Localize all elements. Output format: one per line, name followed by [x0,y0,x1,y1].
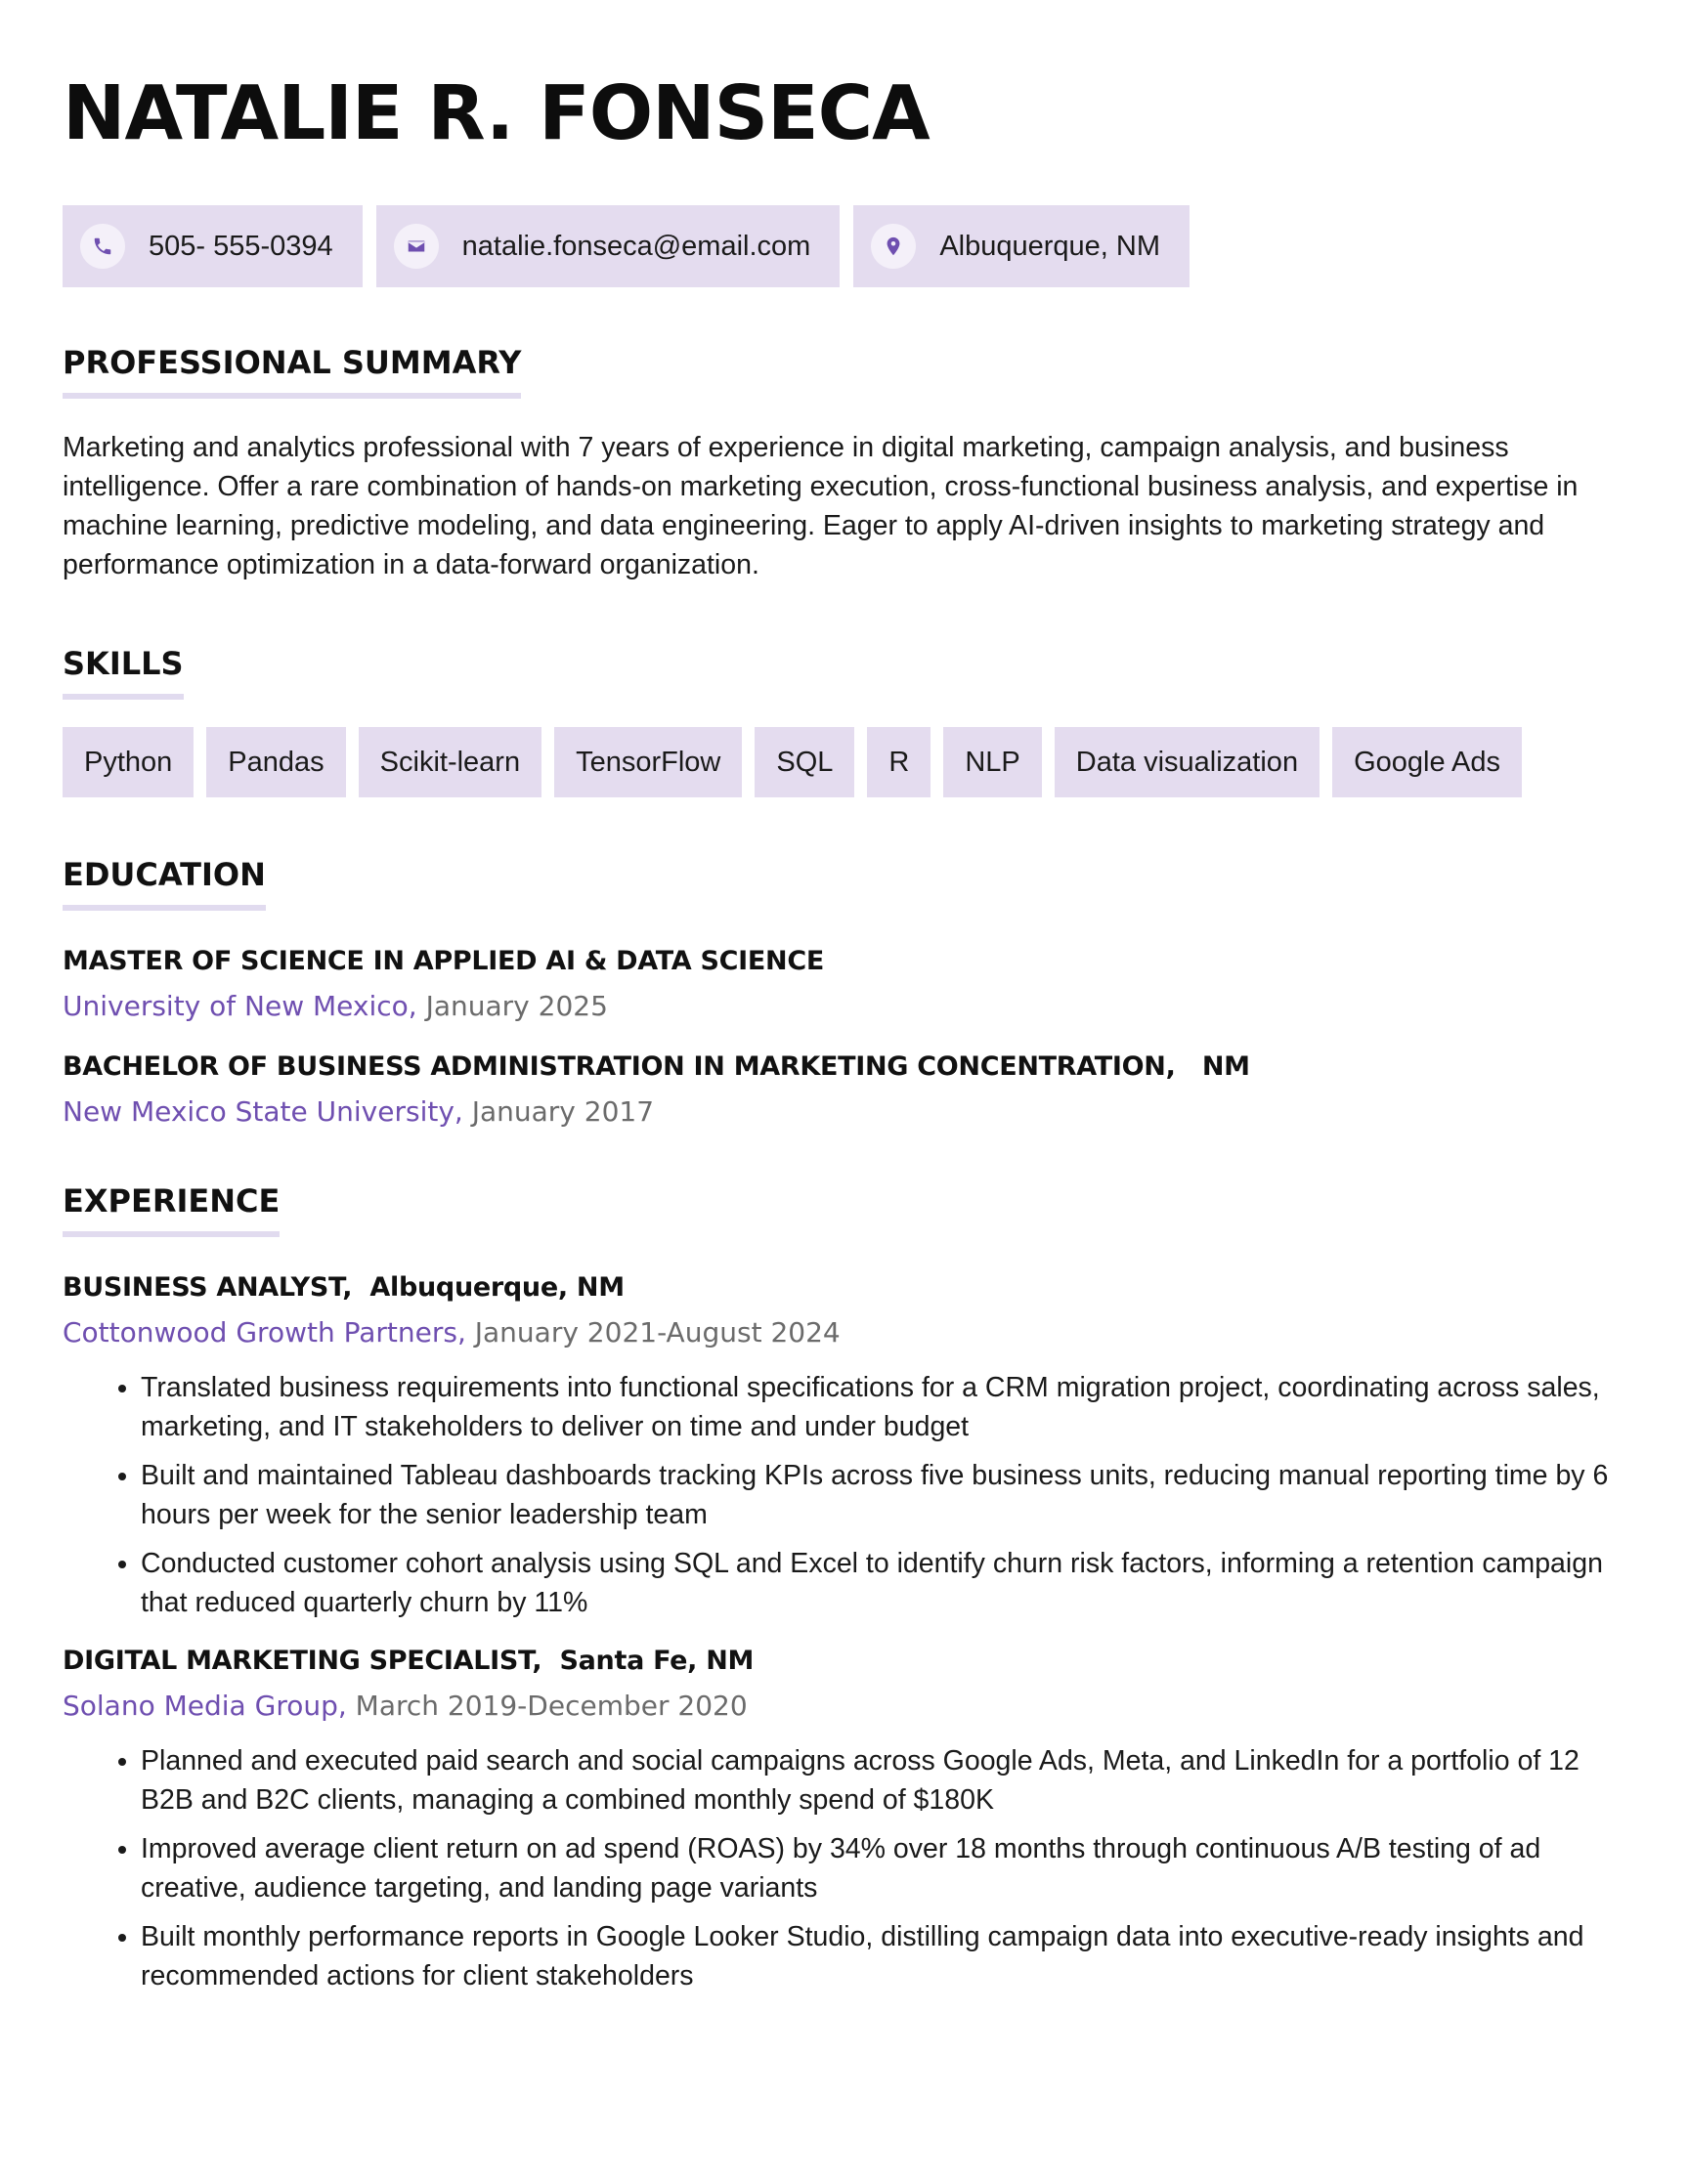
school-name: University of New Mexico, [63,990,417,1022]
education-heading-wrap [63,856,266,911]
summary-section [63,344,1625,584]
job-title: BUSINESS ANALYST, Albuquerque, NM [63,1272,625,1303]
skill-chip: NLP [943,727,1041,797]
skills-section [63,645,1625,797]
bullet-item: • Translated business requirements into functional specifications for a CRM migration project, coordinating across sales, marketing, and IT stakeholders to deliver on time and under budget [141,1368,1625,1446]
bullet-item: • Built and maintained Tableau dashboards tracking KPIs across five business units, reducing manual reporting time by 6 hours per week for the senior leadership team [141,1456,1625,1534]
skill-chip: Google Ads [1332,727,1522,797]
job-entry [63,1646,1625,1995]
school-line [63,990,1625,1022]
skill-chip: TensorFlow [554,727,742,797]
phone-icon [80,224,125,269]
education-entry [63,946,1625,1022]
bullet-item: • Improved average client return on ad spend (ROAS) by 34% over 18 months through continuous A/B testing of ad creative, audience targeting, and landing page variants [141,1829,1625,1907]
section-rule [63,1231,280,1237]
section-rule [63,905,266,911]
summary-title: PROFESSIONAL SUMMARY [63,344,522,381]
graduation-date: January 2017 [462,1095,655,1128]
skill-chip: R [867,727,931,797]
skills-title: SKILLS [63,645,184,682]
location-text: Albuquerque, NM [939,230,1161,262]
summary-heading-wrap [63,344,521,399]
job-entry [63,1272,1625,1622]
skill-chip: Scikit-learn [359,727,541,797]
skills-list [63,727,1625,797]
skill-chip: Data visualization [1055,727,1320,797]
job-dates: January 2021-August 2024 [465,1316,841,1349]
mail-icon [394,224,439,269]
education-entry [63,1051,1625,1128]
degree-title: MASTER OF SCIENCE IN APPLIED AI & DATA SCIENCE [63,946,825,976]
skills-heading-wrap [63,645,184,700]
company-line [63,1690,1625,1722]
school-name: New Mexico State University, [63,1095,463,1128]
job-bullets [63,1741,1625,1995]
experience-section [63,1182,1625,1995]
skill-chip: Pandas [206,727,345,797]
skill-chip: Python [63,727,194,797]
education-title: EDUCATION [63,856,266,893]
job-bullets [63,1368,1625,1622]
candidate-name: NATALIE R. FONSECA [63,70,930,157]
skill-chip: SQL [755,727,854,797]
company-name: Cottonwood Growth Partners, [63,1316,466,1349]
section-rule [63,694,184,700]
education-section [63,856,1625,1128]
job-dates: March 2019-December 2020 [346,1690,748,1722]
contact-location [853,205,1190,287]
bullet-item: • Conducted customer cohort analysis using SQL and Excel to identify churn risk factors, informing a retention campaign that reduced quarterly churn by 11% [141,1544,1625,1622]
contact-phone [63,205,363,287]
bullet-item: • Planned and executed paid search and social campaigns across Google Ads, Meta, and LinkedIn for a portfolio of 12 B2B and B2C clients, managing a combined monthly spend of $180K [141,1741,1625,1820]
phone-text: 505- 555-0394 [149,230,333,262]
job-title: DIGITAL MARKETING SPECIALIST, Santa Fe, NM [63,1646,755,1676]
degree-title: BACHELOR OF BUSINESS ADMINISTRATION IN MARKETING CONCENTRATION, NM [63,1051,1250,1082]
contact-bar [63,205,1625,287]
school-line [63,1095,1625,1128]
company-line [63,1316,1625,1349]
email-text: natalie.fonseca@email.com [461,230,811,262]
bullet-item: • Built monthly performance reports in Google Looker Studio, distilling campaign data into executive-ready insights and recommended actions for client stakeholders [141,1917,1625,1995]
summary-text: Marketing and analytics professional with 7 years of experience in digital marketing, campaign analysis, and business intelligence. Offer a rare combination of hands-on marketing execution, cross-functional business analysis, and expertise in machine learning, predictive modeling, and data engineering. Eager to apply AI-driven insights to marketing strategy and performance optimization in a data-forward organization. [63,432,1579,580]
location-pin-icon [871,224,916,269]
contact-email [376,205,841,287]
section-rule [63,393,521,399]
experience-title: EXPERIENCE [63,1182,281,1220]
experience-heading-wrap [63,1182,280,1237]
company-name: Solano Media Group, [63,1690,347,1722]
graduation-date: January 2025 [416,990,608,1022]
